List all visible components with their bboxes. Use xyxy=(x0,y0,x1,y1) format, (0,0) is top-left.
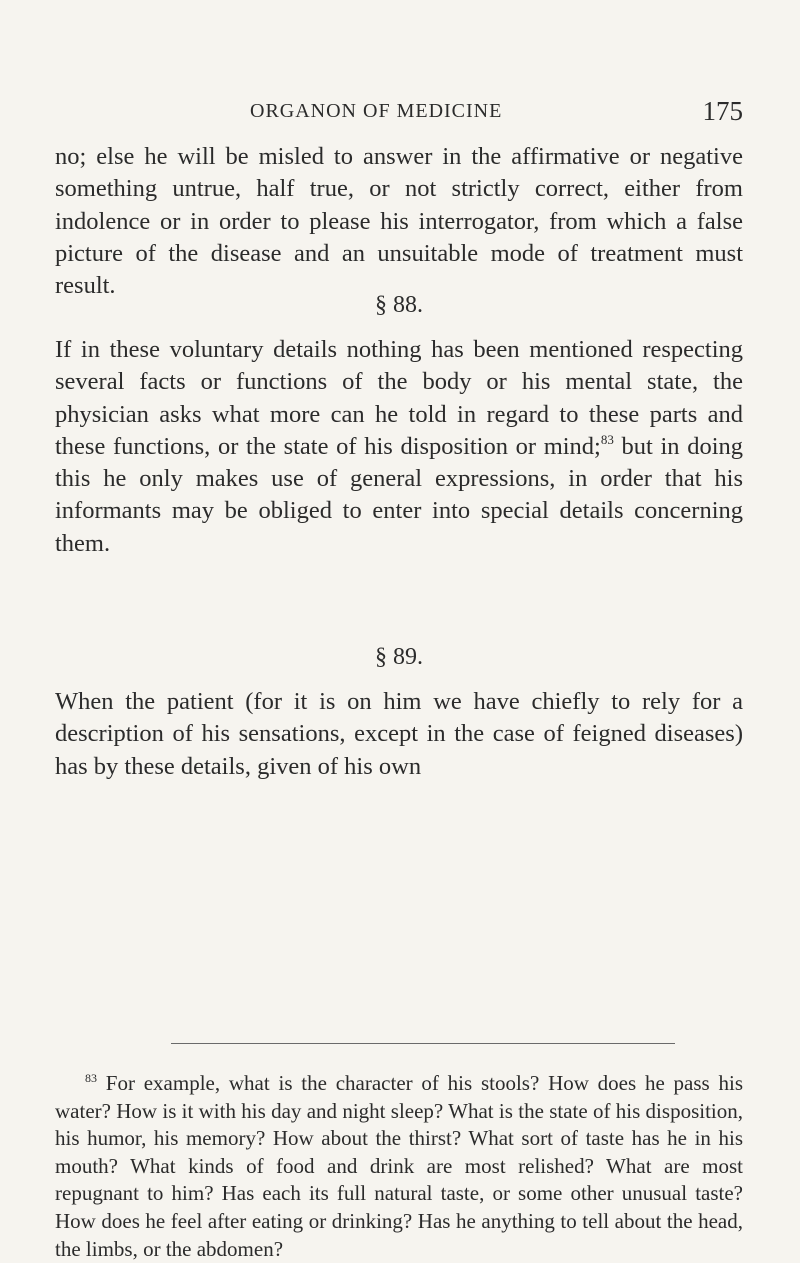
footnote-reference-83: 83 xyxy=(600,431,614,447)
paragraph-continuation: no; else he will be misled to answer in the affirmative or negative something untrue, half true, or not strictly correct, either from indolence or in order to please his interrogator, from which a false picture of the disease and an unsuitable mode of treatment must result. xyxy=(55,143,743,300)
running-title: ORGANON OF MEDICINE xyxy=(250,100,503,122)
footnote-marker: 83 xyxy=(85,1071,97,1085)
page-header xyxy=(55,96,743,132)
footnote-83 xyxy=(55,1070,743,1263)
footnote-divider xyxy=(171,1043,675,1044)
paragraph-section-88 xyxy=(55,334,743,560)
section-heading-89: § 89. xyxy=(375,644,423,670)
paragraph-section-89: When the patient (for it is on him we have chiefly to rely for a description of his sensations, except in the case of feigned diseases) has by these details, given of his own xyxy=(55,688,743,780)
section-heading-88: § 88. xyxy=(375,292,423,318)
paragraph-section-88-text-b: but in doing this he only makes use of general expressions, in order that his informants may be obliged to enter into special details concerning them. xyxy=(55,432,743,557)
page-number: 175 xyxy=(702,96,743,126)
footnote-text: For example, what is the character of his stools? How does he pass his water? How is it with his day and night sleep? What is the state of his disposition, his humor, his memory? How about the thirst? What sort of taste has he in his mouth? What kinds of food and drink are most relished? What are most repugnant to him? Has each its full natural taste, or some other unusual taste? How does he feel after eating or drinking? Has he anything to tell about the head, the limbs, or the abdomen? xyxy=(55,1071,743,1261)
paragraph-section-88-text-a: If in these voluntary details nothing has been mentioned respecting several facts or functions of the body or his mental state, the physician asks what more can he told in regard to these parts and these functions, or the state of his disposition or mind; xyxy=(55,336,743,460)
